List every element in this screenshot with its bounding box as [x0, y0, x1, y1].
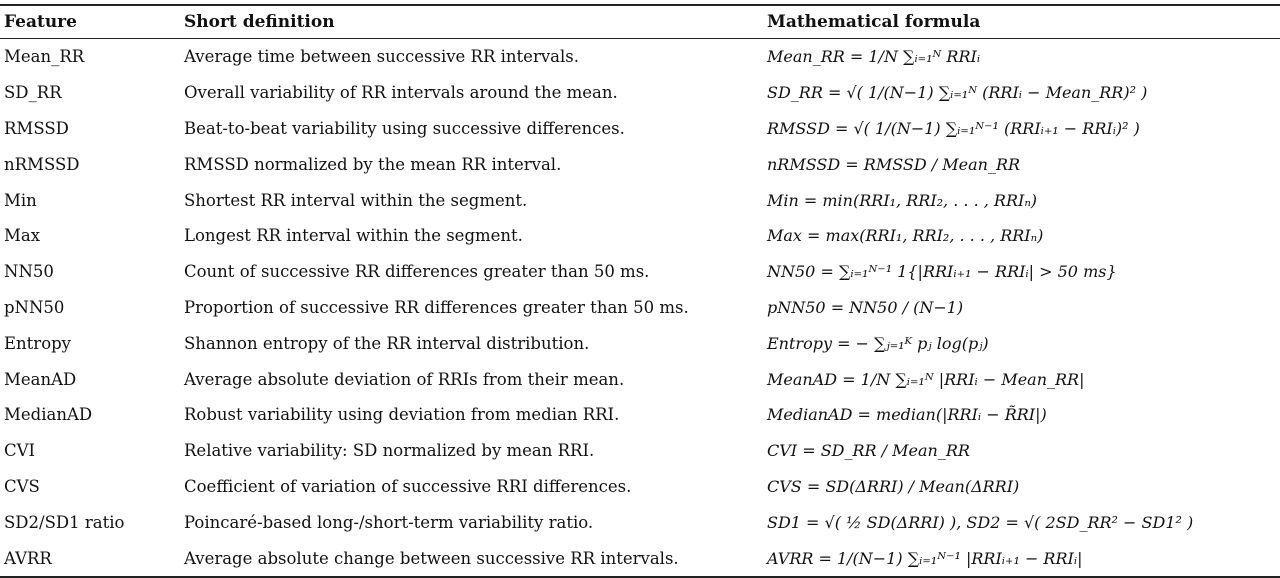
table-row: [0, 433, 1280, 469]
formula-cell: SD_RR = √( 1/(N−1) ∑ᵢ₌₁ᴺ (RRIᵢ − Mean_RR)² ): [767, 83, 1148, 103]
formula-cell: pNN50 = NN50 / (N−1): [767, 297, 964, 317]
formula-cell: Entropy = − ∑ⱼ₌₁ᴷ pⱼ log(pⱼ): [767, 333, 989, 353]
formula-cell: Mean_RR = 1/N ∑ᵢ₌₁ᴺ RRIᵢ: [767, 47, 981, 67]
formula-cell: CVI = SD_RR / Mean_RR: [767, 441, 970, 461]
table-row: [0, 469, 1280, 505]
header-short-definition: Short definition: [184, 12, 335, 32]
table-row: [0, 254, 1280, 290]
definition-cell: Shortest RR interval within the segment.: [184, 190, 528, 210]
table-row: [0, 111, 1280, 147]
definition-cell: Average absolute deviation of RRIs from their mean.: [184, 369, 625, 389]
feature-cell: SD_RR: [4, 83, 62, 103]
definition-cell: Shannon entropy of the RR interval distribution.: [184, 333, 590, 353]
feature-cell: CVS: [4, 476, 40, 496]
feature-table: [0, 4, 1280, 578]
feature-cell: RMSSD: [4, 118, 69, 138]
formula-cell: MeanAD = 1/N ∑ᵢ₌₁ᴺ |RRIᵢ − Mean_RR|: [767, 369, 1085, 389]
feature-cell: SD2/SD1 ratio: [4, 512, 125, 532]
definition-cell: Relative variability: SD normalized by mean RRI.: [184, 441, 595, 461]
feature-cell: MedianAD: [4, 405, 93, 425]
table-row: [0, 75, 1280, 111]
definition-cell: Robust variability using deviation from median RRI.: [184, 405, 620, 425]
feature-cell: CVI: [4, 441, 36, 461]
definition-cell: Overall variability of RR intervals around the mean.: [184, 83, 618, 103]
table-row: [0, 39, 1280, 75]
definition-cell: Poincaré-based long-/short-term variability ratio.: [184, 512, 594, 532]
table-row: [0, 146, 1280, 182]
feature-cell: Max: [4, 226, 41, 246]
feature-cell: MeanAD: [4, 369, 77, 389]
table-header: [0, 5, 1280, 39]
table-row: [0, 325, 1280, 361]
feature-cell: Mean_RR: [4, 47, 85, 67]
definition-cell: Average time between successive RR intervals.: [184, 47, 579, 67]
definition-cell: Coefficient of variation of successive RRI differences.: [184, 476, 632, 496]
table-row: [0, 218, 1280, 254]
table-row: [0, 290, 1280, 326]
table-row: [0, 504, 1280, 540]
table-row: [0, 361, 1280, 397]
definition-cell: Beat-to-beat variability using successive differences.: [184, 118, 625, 138]
formula-cell: nRMSSD = RMSSD / Mean_RR: [767, 154, 1021, 174]
feature-cell: nRMSSD: [4, 154, 80, 174]
header-row: [0, 5, 1280, 39]
formula-cell: Max = max(RRI₁, RRI₂, . . . , RRIₙ): [767, 226, 1044, 246]
formula-cell: NN50 = ∑ᵢ₌₁ᴺ⁻¹ 1{|RRIᵢ₊₁ − RRIᵢ| > 50 ms}: [767, 262, 1117, 282]
table-row: [0, 397, 1280, 433]
definition-cell: RMSSD normalized by the mean RR interval.: [184, 154, 562, 174]
table-body: [0, 39, 1280, 577]
definition-cell: Count of successive RR differences greater than 50 ms.: [184, 262, 650, 282]
definition-cell: Average absolute change between successive RR intervals.: [184, 548, 679, 568]
feature-cell: NN50: [4, 262, 54, 282]
definition-cell: Proportion of successive RR differences greater than 50 ms.: [184, 297, 689, 317]
feature-cell: pNN50: [4, 297, 65, 317]
formula-cell: Min = min(RRI₁, RRI₂, . . . , RRIₙ): [767, 190, 1038, 210]
formula-cell: SD1 = √( ½ SD(ΔRRI) ), SD2 = √( 2SD_RR² − SD1² ): [767, 512, 1194, 532]
table-row: [0, 182, 1280, 218]
feature-cell: Entropy: [4, 333, 72, 353]
formula-cell: CVS = SD(ΔRRI) / Mean(ΔRRI): [767, 476, 1020, 496]
header-feature: Feature: [4, 12, 77, 32]
header-mathematical-formula: Mathematical formula: [767, 12, 981, 32]
formula-cell: RMSSD = √( 1/(N−1) ∑ᵢ₌₁ᴺ⁻¹ (RRIᵢ₊₁ − RRIᵢ)² ): [767, 118, 1140, 138]
formula-cell: MedianAD = median(|RRIᵢ − R̃RI|): [767, 405, 1047, 425]
feature-cell: AVRR: [4, 548, 52, 568]
definition-cell: Longest RR interval within the segment.: [184, 226, 523, 246]
table-row: [0, 540, 1280, 577]
formula-cell: AVRR = 1/(N−1) ∑ᵢ₌₁ᴺ⁻¹ |RRIᵢ₊₁ − RRIᵢ|: [767, 548, 1083, 568]
feature-cell: Min: [4, 190, 37, 210]
